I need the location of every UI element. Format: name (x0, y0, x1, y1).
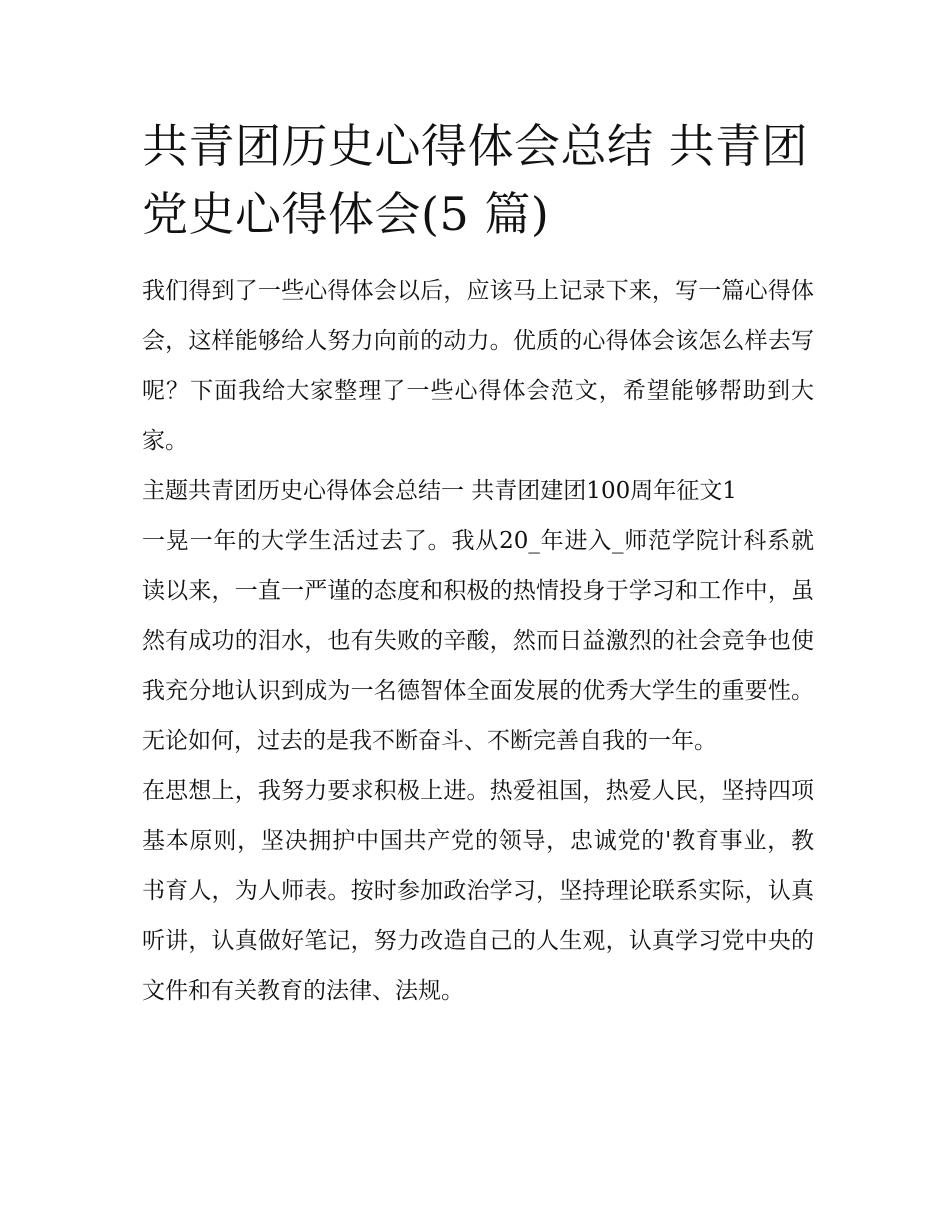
document-page (142, 112, 814, 1016)
document-title: 共青团历史心得体会总结 共青团党史心得体会(5 篇) (142, 119, 809, 241)
section-heading: 主题共青团历史心得体会总结一 共青团建团100周年征文1 (142, 478, 737, 504)
body-paragraph-2: 在思想上，我努力要求积极上进。热爱祖国，热爱人民，坚持四项基本原则，坚决拥护中国共产党的领导，忠诚党的'教育事业，教书育人，为人师表。按时参加政治学习，坚持理论联系实际，认真听讲，认真做好笔记，努力改造自己的人生观，认真学习党中央的文件和有关教育的法律、法规。 (142, 778, 814, 1004)
body-paragraph-1: 一晃一年的大学生活过去了。我从20_年进入_师范学院计科系就读以来，一直一严谨的态度和积极的热情投身于学习和工作中，虽然有成功的泪水，也有失败的辛酸，然而日益激烈的社会竞争也使我充分地认识到成为一名德智体全面发展的优秀大学生的重要性。无论如何，过去的是我不断奋斗、不断完善自我的一年。 (142, 528, 814, 754)
intro-paragraph: 我们得到了一些心得体会以后，应该马上记录下来，写一篇心得体会，这样能够给人努力向前的动力。优质的心得体会该怎么样去写呢？下面我给大家整理了一些心得体会范文，希望能够帮助到大家。 (142, 278, 814, 454)
